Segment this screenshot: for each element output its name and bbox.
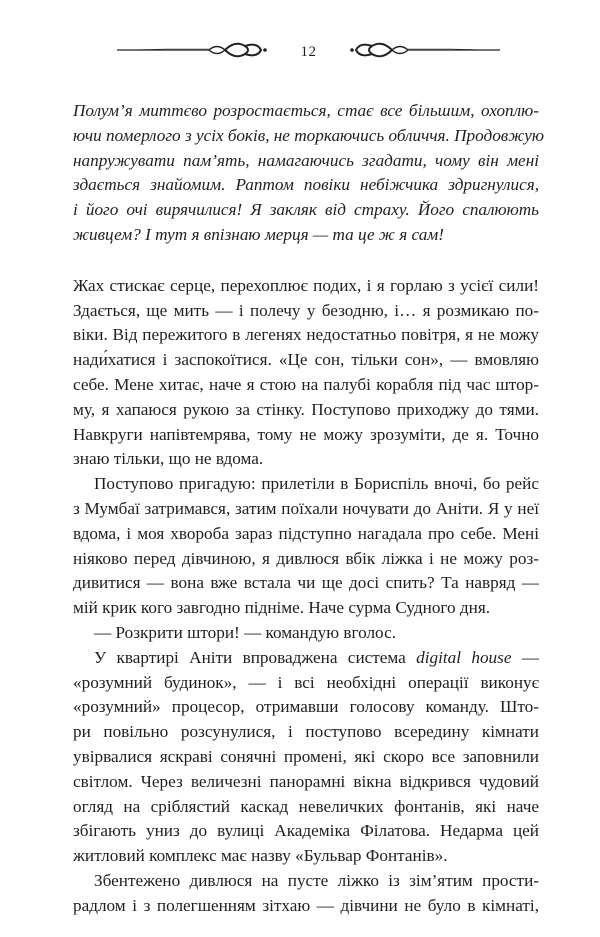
italic-term: digital house — [416, 647, 512, 667]
paragraph — [73, 869, 539, 919]
text-line: Збентежено дивлюся на пусте ліжко із зім’ятим прости- — [94, 870, 539, 890]
text-line: з Мумбаї затримався, затим поїхали ночувати до Аніти. Я у неї — [73, 498, 539, 518]
text-fragment: У квартирі Аніти впроваджена система — [94, 647, 417, 667]
text-line: огляд на сріблястий каскад невеличких фонтанів, які наче — [73, 796, 539, 816]
text-line: увірвалися яскраві сонячні промені, які скоро все заповнили — [73, 746, 539, 766]
text-line: здається знайомим. Раптом повіки небіжчика здригнулися, — [73, 175, 539, 195]
text-line: Поступово пригадую: прилетіли в Бориспіль вночі, бо рейс — [94, 474, 539, 494]
page-body — [73, 99, 544, 919]
text-line: живцем? І тут я впізнаю мерця — та це ж я сам! — [73, 224, 444, 244]
section-gap — [73, 248, 539, 274]
text-line: Полум’я миттєво розростається, стає все більшим, охоплю- — [73, 101, 539, 120]
text-line: і його очі вирячилися! Я закляк від страху. Його спалюють — [73, 200, 539, 220]
text-line: радлом і з полегшенням зітхаю — дівчини не було в кімнаті, — [73, 895, 539, 915]
paragraph — [73, 646, 539, 869]
page-header — [117, 36, 500, 72]
paragraph — [73, 274, 539, 472]
text-line: напружувати пам’ять, намагаючись згадати, чому він мені — [73, 150, 539, 170]
text-line: себе. Мене хитає, наче я стою на палубі корабля під час штор- — [73, 374, 539, 394]
text-line: вдома, і моя хвороба зараз підступно нагадала про себе. Мені — [73, 523, 539, 543]
text-line: ніяково перед дівчиною, я дивлюся вбік ліжка і не можу роз- — [73, 548, 539, 568]
text-line: знаю тільки, що не вдома. — [73, 449, 264, 469]
text-line: збігають униз до вулиці Академіка Філатова. Недарма цей — [73, 821, 539, 841]
text-line: «розумний будинок», — і всі необхідні операції виконує — [73, 672, 539, 692]
text-line: житловий комплекс має назву «Бульвар Фонтанів». — [73, 846, 448, 866]
text-line: дивитися — вона вже встала чи ще досі спить? Та навряд — — [73, 573, 539, 593]
paragraph — [73, 472, 539, 621]
text-line: віки. Від пережитого в легенях недостатньо повітря, я не можу — [73, 325, 539, 345]
text-line: світлом. Через величезні панорамні вікна відкрився чудовий — [73, 771, 539, 791]
text-line: му, я хапаюся рукою за стінку. Поступово приходжу до тями. — [73, 399, 539, 419]
text-line: нади́хатися і заспокоїтися. «Це сон, тільки сон», — вмовляю — [73, 350, 539, 370]
text-line — [73, 646, 539, 671]
text-fragment: — — [511, 647, 539, 667]
text-line: мій крик кого завгодно підніме. Наче сурма Судного дня. — [73, 598, 491, 618]
text-line: Навкруги напівтемрява, тому не можу зрозуміти, де я. Точно — [73, 424, 539, 444]
text-line: — Розкрити штори! — командую вголос. — [94, 622, 396, 642]
text-line: Жах стискає серце, перехоплює подих, і я горлаю з усієї сили! — [73, 275, 539, 295]
paragraph — [73, 621, 539, 646]
text-line: «розумний» процесор, отримавши голосову команду. Што- — [73, 697, 539, 717]
text-line: ючи померлого з усіх боків, не торкаючись обличчя. Продовжую — [73, 125, 544, 145]
text-line: Здається, ще мить — і полечу у безодню, і… я розмикаю по- — [73, 300, 539, 320]
text-line: ри повільно розсунулися, і поступово всередину кімнати — [73, 722, 539, 742]
page-number: 12 — [300, 44, 317, 60]
italic-dream-passage — [73, 99, 544, 248]
